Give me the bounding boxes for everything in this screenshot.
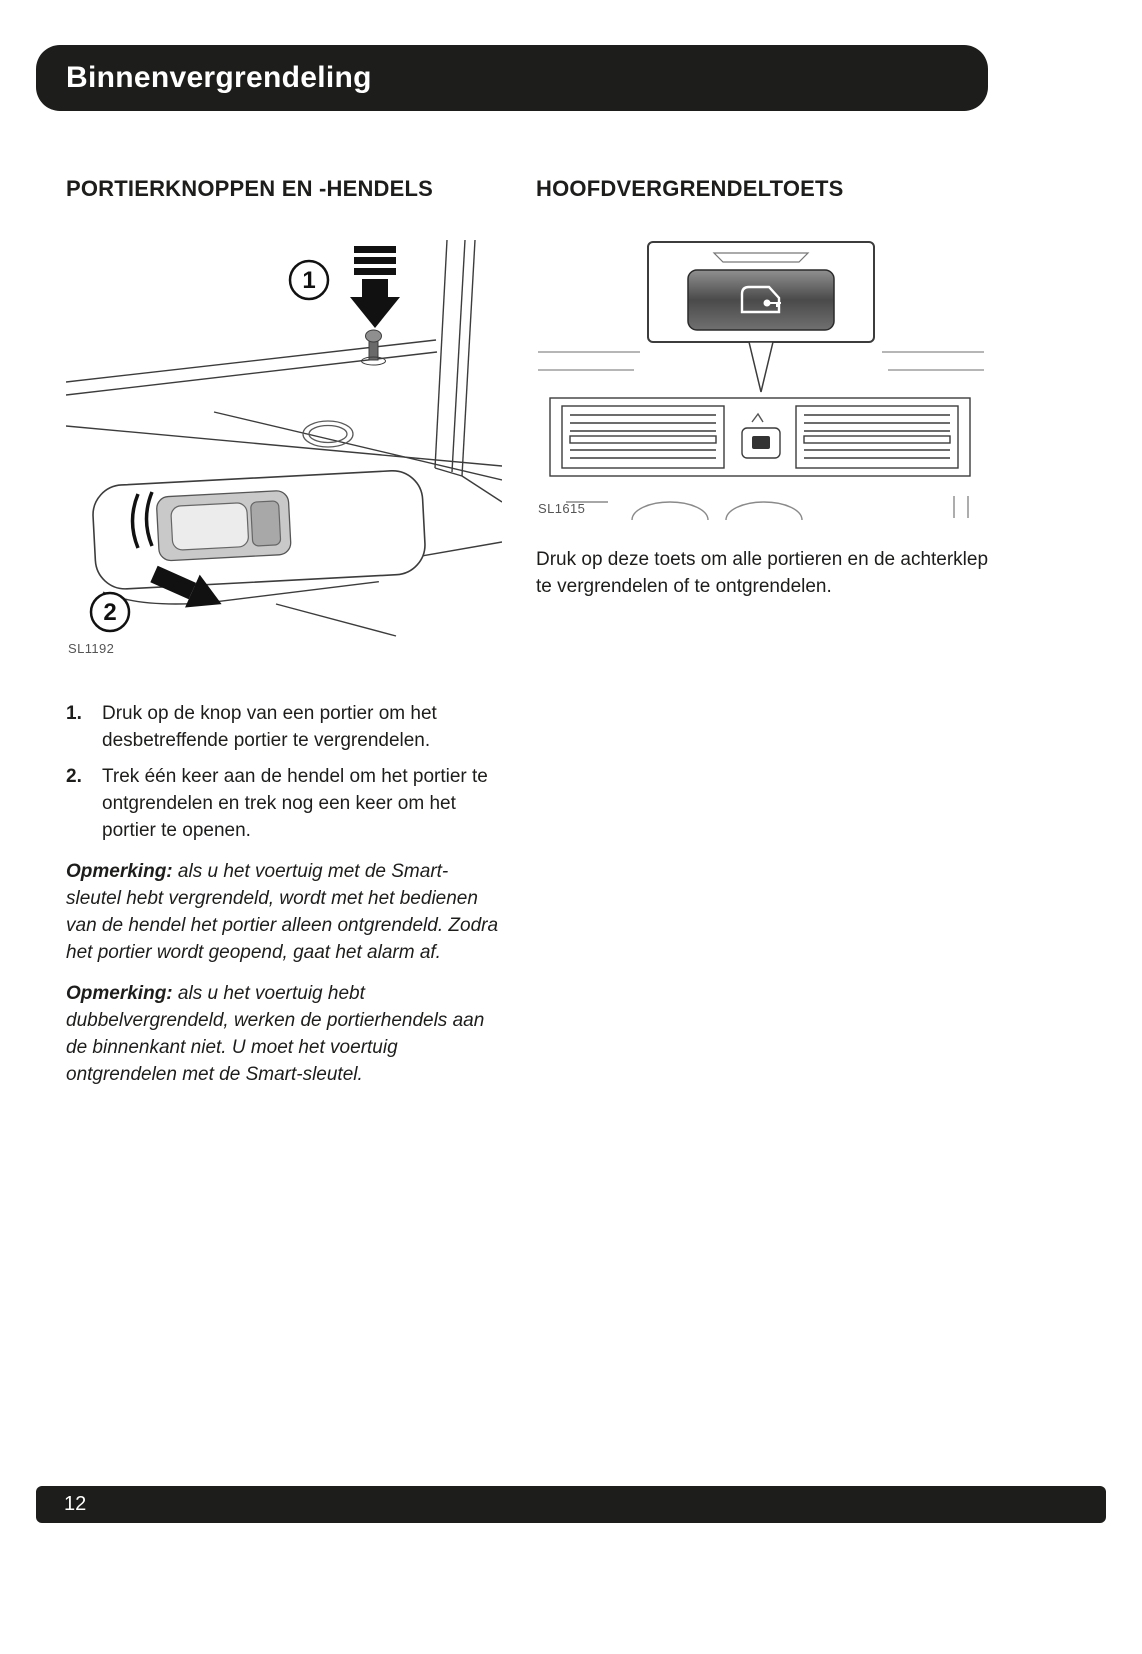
instruction-steps [66,700,502,844]
step-2-text: Trek één keer aan de hendel om het portier te ontgrendelen en trek nog een keer om het portier te openen. [102,766,488,841]
note-1-text: als u het voertuig met de Smart-sleutel hebt vergrendeld, wordt met het bedienen van de hendel het portier alleen ontgrendeld. Zodra het portier wordt geopend, gaat het alarm af. [66,861,499,963]
step-2 [66,763,502,844]
step-1 [66,700,502,754]
note-1-label: Opmerking: [66,861,173,882]
press-down-arrow-icon [350,246,400,328]
figure-caption-right: SL1615 [538,501,586,516]
figure-caption-left: SL1192 [68,641,115,656]
page-footer [36,1486,1106,1523]
right-paragraph: Druk op deze toets om alle portieren en de achterklep te vergrendelen of te ontgrendelen. [536,549,989,597]
right-column [536,176,991,600]
right-section-heading: HOOFDVERGRENDELTOETS [536,176,844,201]
page-number: 12 [64,1493,87,1515]
callout-1-number: 1 [302,267,316,294]
note-1 [66,858,502,966]
callout-2 [91,593,129,631]
button-inset [648,242,874,342]
note-2 [66,980,502,1088]
left-column [66,176,502,1088]
left-section-heading: PORTIERKNOPPEN EN -HENDELS [66,176,434,201]
callout-1 [290,261,328,299]
door-handles-illustration [66,240,502,660]
central-locking-figure [536,240,991,520]
console-knobs [566,496,968,520]
center-button-icon [752,436,770,449]
note-2-text: als u het voertuig hebt dubbelvergrendeld, werken de portierhendels aan de binnenkant niet. U moet het voertuig ontgrendelen met de Smart-sleutel. [66,983,485,1085]
pointer-triangle [749,342,773,392]
door-handle-pod [92,469,428,608]
step-1-number: 1. [66,703,82,724]
step-2-number: 2. [66,766,82,787]
page-header [36,45,988,111]
note-2-label: Opmerking: [66,983,173,1004]
step-1-text: Druk op de knop van een portier om het desbetreffende portier te vergrendelen. [102,703,437,751]
central-locking-illustration [536,240,986,520]
page-title: Binnenvergrendeling [66,61,372,94]
callout-2-number: 2 [103,599,117,626]
door-handles-figure [66,240,502,660]
brand-badge [303,421,353,447]
